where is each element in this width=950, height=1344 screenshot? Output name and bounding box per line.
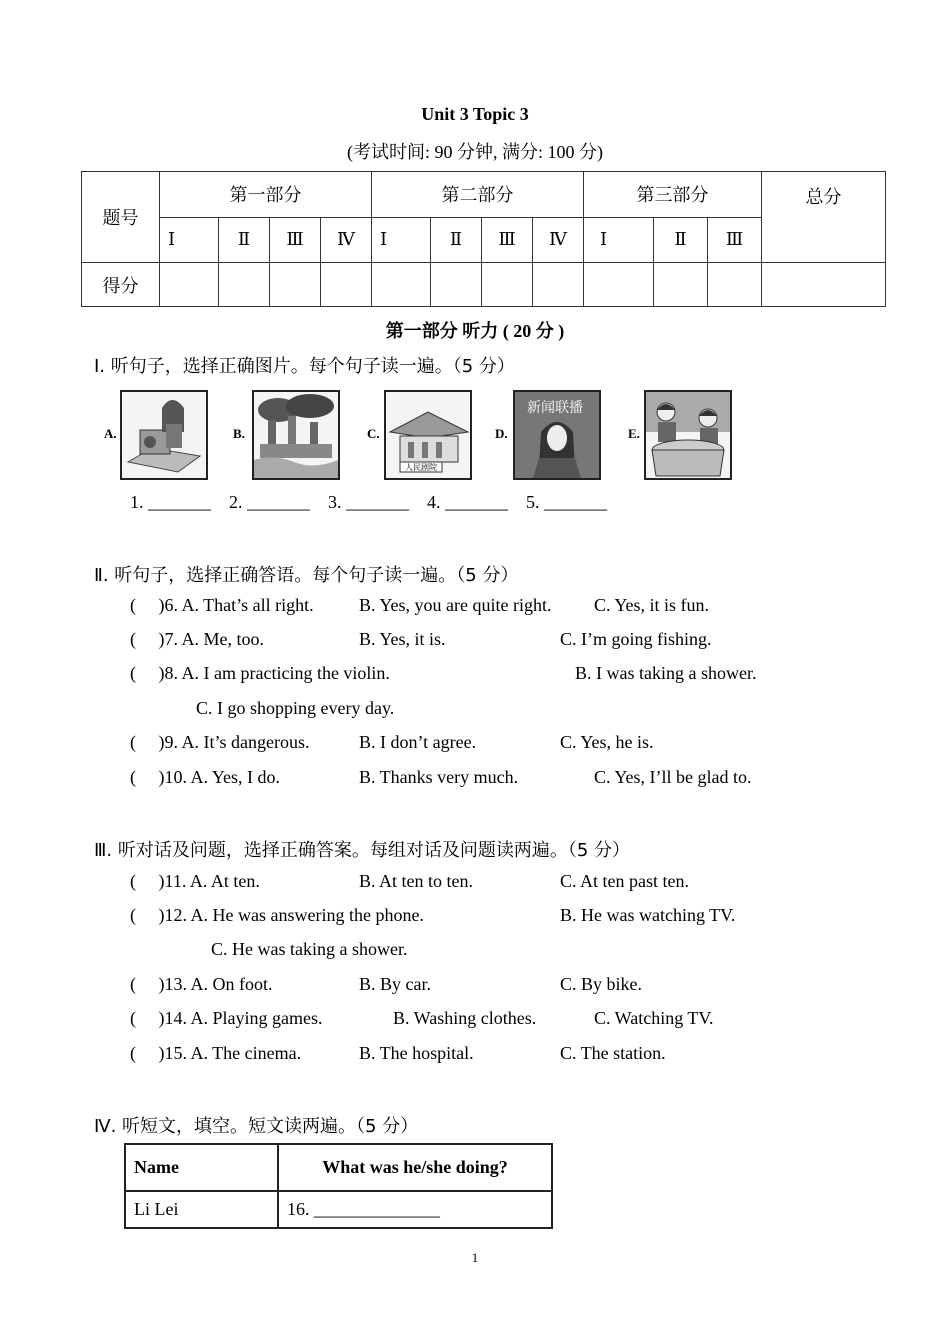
question-stem[interactable]: ( )6. A. That’s all right. xyxy=(130,595,314,615)
section4-heading: Ⅳ. 听短文，填空。短文读两遍。（5 分） xyxy=(94,1116,419,1137)
section3-heading: Ⅲ. 听对话及问题，选择正确答案。每组对话及问题读两遍。（5 分） xyxy=(94,840,631,861)
score-cell[interactable] xyxy=(533,263,584,307)
score-table xyxy=(81,171,886,307)
score-cell[interactable] xyxy=(270,263,321,307)
answer-blank-16[interactable]: 16. ______________ xyxy=(278,1191,552,1228)
score-cell[interactable] xyxy=(321,263,372,307)
option-b: B. The hospital. xyxy=(359,1043,474,1063)
score-cell[interactable] xyxy=(431,263,482,307)
option-b: B. Yes, it is. xyxy=(359,629,446,649)
part2-header: 第二部分 xyxy=(372,172,584,218)
option-c: C. He was taking a shower. xyxy=(211,939,408,959)
col-label: Ⅲ xyxy=(270,217,321,263)
col-label: Ⅲ xyxy=(708,217,762,263)
picture-label: C. xyxy=(367,426,380,441)
question-stem[interactable]: ( )9. A. It’s dangerous. xyxy=(130,732,310,752)
col-label: Ⅰ xyxy=(160,217,219,263)
news-anchor-icon xyxy=(513,390,601,480)
table-header-doing: What was he/she doing? xyxy=(278,1144,552,1191)
option-b: B. Washing clothes. xyxy=(393,1008,537,1028)
col-label: Ⅰ xyxy=(372,217,431,263)
col-label: Ⅱ xyxy=(654,217,708,263)
total-header: 总分 xyxy=(762,172,886,263)
question-stem[interactable]: ( )11. A. At ten. xyxy=(130,871,260,891)
section1-heading: Ⅰ. 听句子，选择正确图片。每个句子读一遍。（5 分） xyxy=(94,356,515,377)
score-cell[interactable] xyxy=(372,263,431,307)
score-cell[interactable] xyxy=(219,263,270,307)
score-cell[interactable] xyxy=(708,263,762,307)
question-stem[interactable]: ( )14. A. Playing games. xyxy=(130,1008,323,1028)
table-cell-name: Li Lei xyxy=(125,1191,278,1228)
score-cell[interactable] xyxy=(584,263,654,307)
col-label: Ⅱ xyxy=(219,217,270,263)
option-c: C. Yes, he is. xyxy=(560,732,654,752)
option-c: C. At ten past ten. xyxy=(560,871,689,891)
picture-label: E. xyxy=(628,426,640,441)
option-c: C. Watching TV. xyxy=(594,1008,714,1028)
option-c: C. I go shopping every day. xyxy=(196,698,395,718)
option-b: B. Yes, you are quite right. xyxy=(359,595,552,615)
score-cell[interactable] xyxy=(654,263,708,307)
row-label-score: 得分 xyxy=(82,263,160,307)
answer-table xyxy=(124,1143,553,1229)
question-stem[interactable]: ( )13. A. On foot. xyxy=(130,974,273,994)
option-c: C. Yes, it is fun. xyxy=(594,595,710,615)
score-cell[interactable] xyxy=(482,263,533,307)
picture-label: B. xyxy=(233,426,245,441)
option-c: C. By bike. xyxy=(560,974,643,994)
col-label: Ⅱ xyxy=(431,217,482,263)
question-stem[interactable]: ( )8. A. I am practicing the violin. xyxy=(130,663,390,683)
part1-header: 第一部分 xyxy=(160,172,372,218)
question-stem[interactable]: ( )15. A. The cinema. xyxy=(130,1043,302,1063)
theater-sign: 人民剧院 xyxy=(405,463,437,472)
question-stem[interactable]: ( )7. A. Me, too. xyxy=(130,629,264,649)
part1-heading: 第一部分 听力 ( 20 分 ) xyxy=(385,321,565,341)
factory-pollution-icon xyxy=(252,390,340,480)
question-stem[interactable]: ( )12. A. He was answering the phone. xyxy=(130,905,424,925)
score-cell[interactable] xyxy=(762,263,886,307)
option-b: B. Thanks very much. xyxy=(359,767,519,787)
option-b: B. I was taking a shower. xyxy=(575,663,757,683)
col-label: Ⅳ xyxy=(533,217,584,263)
page-number: 1 xyxy=(471,1250,479,1265)
section1-answer-blanks[interactable]: 1. _______ 2. _______ 3. _______ 4. _______ 5. _______ xyxy=(130,492,607,512)
people-at-table-icon xyxy=(644,390,732,480)
option-c: C. The station. xyxy=(560,1043,666,1063)
row-label-number: 题号 xyxy=(82,172,160,263)
score-cell[interactable] xyxy=(160,263,219,307)
option-b: B. At ten to ten. xyxy=(359,871,473,891)
col-label: Ⅲ xyxy=(482,217,533,263)
option-c: C. Yes, I’ll be glad to. xyxy=(594,767,752,787)
girl-with-radio-icon xyxy=(120,390,208,480)
picture-label: A. xyxy=(104,426,117,441)
option-b: B. By car. xyxy=(359,974,431,994)
col-label: Ⅰ xyxy=(584,217,654,263)
news-sign: 新闻联播 xyxy=(527,400,583,416)
option-b: B. He was watching TV. xyxy=(560,905,736,925)
table-header-name: Name xyxy=(125,1144,278,1191)
option-b: B. I don’t agree. xyxy=(359,732,477,752)
part3-header: 第三部分 xyxy=(584,172,762,218)
option-c: C. I’m going fishing. xyxy=(560,629,712,649)
picture-label: D. xyxy=(495,426,508,441)
section2-heading: Ⅱ. 听句子，选择正确答语。每个句子读一遍。（5 分） xyxy=(94,565,519,586)
exam-info: (考试时间: 90 分钟, 满分: 100 分) xyxy=(347,142,603,162)
col-label: Ⅳ xyxy=(321,217,372,263)
theater-building-icon xyxy=(384,390,472,480)
question-stem[interactable]: ( )10. A. Yes, I do. xyxy=(130,767,281,787)
page-title: Unit 3 Topic 3 xyxy=(421,104,529,124)
